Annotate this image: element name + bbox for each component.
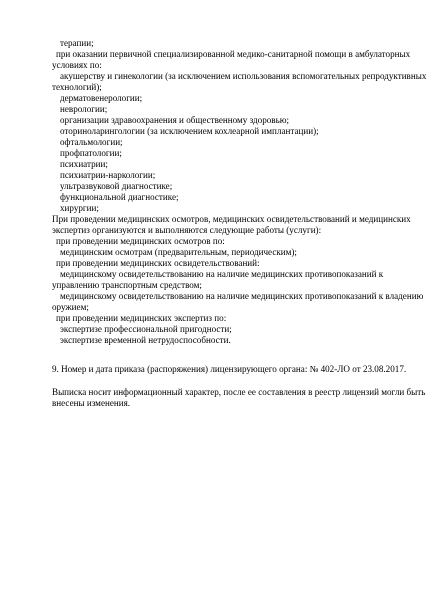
text-line: организации здравоохранения и общественному здоровью; bbox=[60, 115, 290, 125]
text-line: технологий); bbox=[52, 82, 102, 92]
text-line: дерматовенерологии; bbox=[60, 93, 143, 103]
text-line: управлению транспортным средством; bbox=[52, 280, 202, 290]
text-line: при проведении медицинских экспертиз по: bbox=[56, 313, 227, 323]
text-line: профпатологии; bbox=[60, 148, 122, 158]
text-line: оружием; bbox=[52, 302, 89, 312]
text-line: функциональной диагностике; bbox=[60, 192, 179, 202]
text-line: медицинским осмотрам (предварительным, периодическим); bbox=[60, 247, 297, 257]
text-line: условиях по: bbox=[52, 60, 102, 70]
text-line: медицинскому освидетельствованию на наличие медицинских противопоказаний к владению bbox=[60, 291, 424, 301]
text-line: оториноларингологии (за исключением кохлеарной имплантации); bbox=[60, 126, 319, 136]
text-line: ультразвуковой диагностике; bbox=[60, 181, 173, 191]
text-line: при оказании первичной специализированной медико-санитарной помощи в амбулаторных bbox=[56, 49, 411, 59]
text-line: неврологии; bbox=[60, 104, 108, 114]
text-line: экспертиз организуются и выполняются следующие работы (услуги): bbox=[52, 225, 322, 235]
text-line: акушерству и гинекологии (за исключением использования вспомогательных репродуктивных bbox=[60, 71, 427, 81]
disclaimer-line: Выписка носит информационный характер, после ее составления в реестр лицензий могли быть bbox=[52, 387, 426, 397]
text-line: при проведении медицинских осмотров по: bbox=[56, 236, 225, 246]
text-line: При проведении медицинских осмотров, медицинских освидетельствований и медицинских bbox=[52, 214, 411, 224]
text-line: офтальмологии; bbox=[60, 137, 123, 147]
text-line: экспертизе профессиональной пригодности; bbox=[60, 324, 232, 334]
text-line: при проведении медицинских освидетельствований: bbox=[56, 258, 260, 268]
text-line: экспертизе временной нетрудоспособности. bbox=[60, 335, 231, 345]
disclaimer-line: внесены изменения. bbox=[52, 398, 131, 408]
text-line: психиатрии; bbox=[60, 159, 108, 169]
text-line: терапии; bbox=[60, 38, 94, 48]
license-order-line: 9. Номер и дата приказа (распоряжения) лицензирующего органа: № 402-ЛО от 23.08.2017. bbox=[52, 364, 407, 374]
text-line: хирургии; bbox=[60, 203, 99, 213]
text-line: психиатрии-наркологии; bbox=[60, 170, 156, 180]
text-line: медицинскому освидетельствованию на наличие медицинских противопоказаний к bbox=[60, 269, 384, 279]
